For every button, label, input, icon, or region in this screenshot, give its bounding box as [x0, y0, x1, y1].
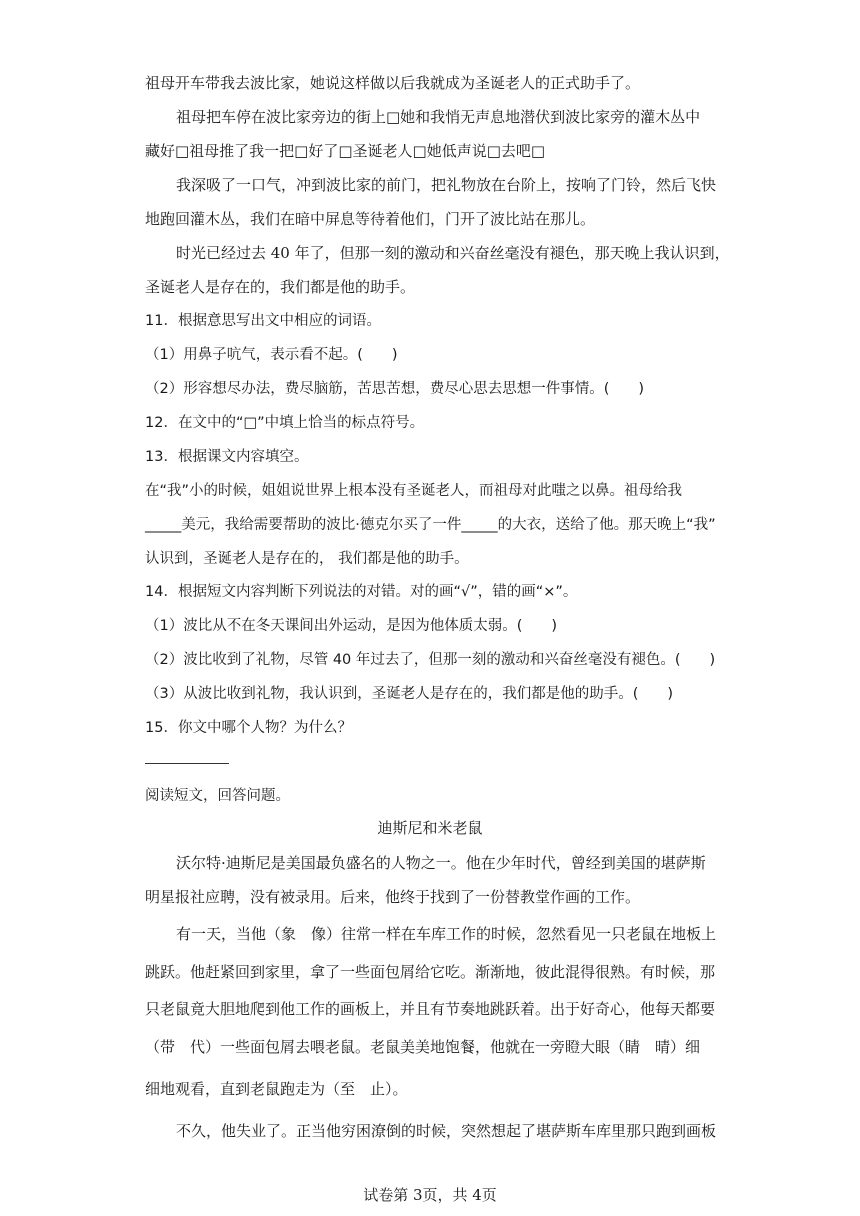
- page-footer: 试卷第 3页，共 4页: [363, 1186, 497, 1204]
- passage2-paragraph-1-line-2: 明星报社应聘，没有被录用。后来，他终于找到了一份替教堂作画的工作。: [145, 888, 641, 906]
- question-13-line-3: 认识到，圣诞老人是存在的， 我们都是他的助手。: [145, 551, 469, 567]
- passage2-paragraph-2-line-3: 只老鼠竟大胆地爬到他工作的画板上，并且有节奏地跳跃着。出于好奇心，他每天都要: [145, 1000, 716, 1018]
- question-15: 15．你文中哪个人物？为什么？: [145, 720, 352, 736]
- reading-instruction: 阅读短文，回答问题。: [145, 788, 290, 804]
- question-13-line-1: 在“我”小的时候，姐姐说世界上根本没有圣诞老人，而祖母对此嗤之以鼻。祖母给我: [145, 483, 683, 499]
- passage2-paragraph-3-line-1: 不久，他失业了。正当他穷困潦倒的时候，突然想起了堪萨斯车库里那只跑到画板: [176, 1122, 717, 1140]
- question-14-item-2: （2）波比收到了礼物，尽管 40 年过去了，但那一刻的激动和兴奋丝毫没有褪色。( ): [145, 652, 716, 668]
- question-13: 13．根据课文内容填空。: [145, 449, 309, 465]
- passage1-paragraph-4-line-1: 时光已经过去 40 年了，但那一刻的激动和兴奋丝毫没有褪色，那天晚上我认识到，: [176, 244, 730, 262]
- question-12: 12．在文中的“□”中填上恰当的标点符号。: [145, 415, 425, 431]
- passage2-paragraph-1-line-1: 沃尔特·迪斯尼是美国最负盛名的人物之一。他在少年时代，曾经到美国的堪萨斯: [176, 854, 706, 872]
- passage2-paragraph-2-line-5: 细地观看，直到老鼠跑走为（至 止）。: [145, 1080, 408, 1098]
- passage1-paragraph-3-line-2: 地跑回灌木丛，我们在暗中屏息等待着他们，门开了波比站在那儿。: [145, 210, 596, 228]
- question-14-item-3: （3）从波比收到礼物，我认识到，圣诞老人是存在的，我们都是他的助手。( ): [145, 686, 674, 702]
- passage1-paragraph-3-line-1: 我深吸了一口气，冲到波比家的前门，把礼物放在台阶上，按响了门铃，然后飞快: [176, 176, 717, 194]
- passage2-title: 迪斯尼和米老鼠: [377, 819, 483, 837]
- passage2-paragraph-2-line-1: 有一天，当他（象 像）往常一样在车库工作的时候，忽然看见一只老鼠在地板上: [176, 925, 717, 943]
- passage1-paragraph-1: 祖母开车带我去波比家，她说这样做以后我就成为圣诞老人的正式助手了。: [145, 74, 641, 92]
- passage2-paragraph-2-line-4: （带 代）一些面包屑去喂老鼠。老鼠美美地饱餐，他就在一旁瞪大眼（睛 晴）细: [145, 1038, 701, 1056]
- passage1-paragraph-2-line-1: 祖母把车停在波比家旁边的街上□她和我悄无声息地潜伏到波比家旁的灌木丛中: [176, 108, 701, 126]
- answer-divider: [145, 763, 229, 764]
- question-14: 14．根据短文内容判断下列说法的对错。对的画“√”，错的画“×”。: [145, 584, 578, 600]
- passage1-paragraph-4-line-2: 圣诞老人是存在的，我们都是他的助手。: [145, 278, 416, 296]
- passage2-paragraph-2-line-2: 跳跃。他赶紧回到家里，拿了一些面包屑给它吃。渐渐地，彼此混得很熟。有时候，那: [145, 963, 716, 981]
- question-11: 11．根据意思写出文中相应的词语。: [145, 313, 381, 329]
- question-13-line-2: _____美元，我给需要帮助的波比·德克尔买了一件_____的大衣，送给了他。那天晚上“我”: [145, 517, 716, 533]
- question-14-item-1: （1）波比从不在冬天课间出外运动，是因为他体质太弱。( ): [145, 618, 558, 634]
- question-11-item-1: （1）用鼻子吭气，表示看不起。( ): [145, 347, 398, 363]
- question-11-item-2: （2）形容想尽办法，费尽脑筋，苦思苦想，费尽心思去思想一件事情。( ): [145, 381, 645, 397]
- passage1-paragraph-2-line-2: 藏好□祖母推了我一把□好了□圣诞老人□她低声说□去吧□: [145, 142, 546, 160]
